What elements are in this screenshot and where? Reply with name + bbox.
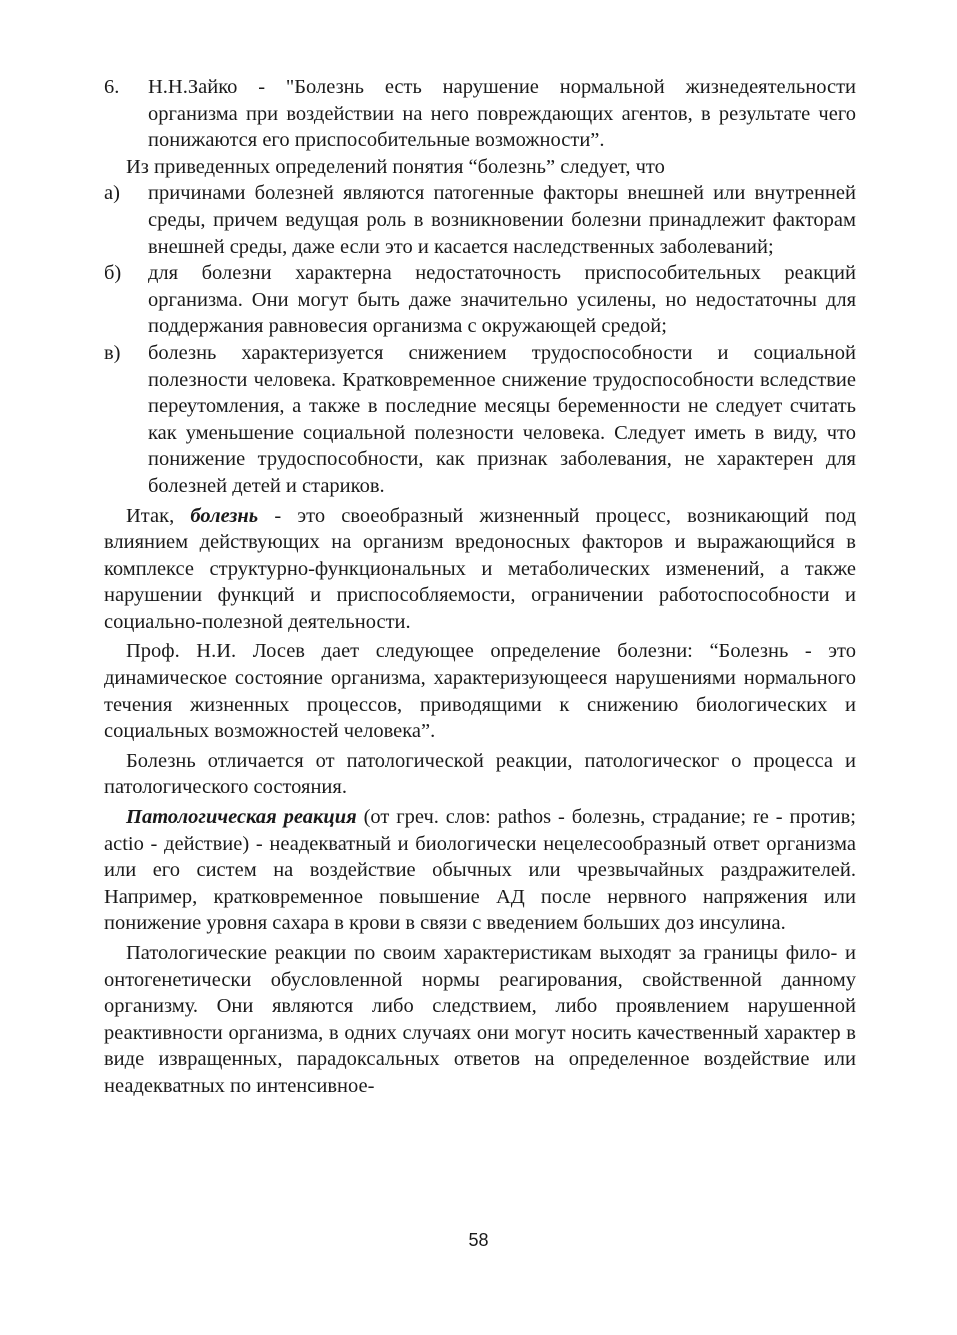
conclusion-item-b	[104, 260, 856, 340]
item-marker: а)	[104, 182, 120, 205]
term-disease: болезнь	[190, 504, 259, 527]
disease-definition-paragraph	[104, 503, 856, 636]
page-number: 58	[468, 1230, 489, 1250]
page-body	[104, 74, 856, 1100]
item-text: причинами болезней являются патогенные факторы внешней или внутренней среды, причем ведущая роль в возникновении болезни принадлежит факторам внешней среды, даже если это и касается наследственных заболеваний;	[148, 182, 856, 258]
text-segment: (от греч. слов: pathos - болезнь, страдание; re - против; actio - действие) - неадекватный и биологически нецелесообразный ответ организма или его систем на воздействие обычных или чрезвычайных раздражителей. Например, кратковременное повышение АД после нервного напряжения или понижение уровня сахара в крови в связи с введением больших доз инсулина.	[104, 806, 856, 935]
text-segment: Итак,	[126, 504, 191, 527]
pathological-reaction-paragraph	[104, 804, 856, 937]
conclusion-item-a	[104, 180, 856, 260]
losev-definition-paragraph: Проф. Н.И. Лосев дает следующее определение болезни: “Болезнь - это динамическое состояние организма, характеризующееся нарушениями нормального течения жизненных процессов, приводящими к снижению биологических и социальных возможностей человека”.	[104, 640, 856, 743]
differs-paragraph: Болезнь отличается от патологической реакции, патологическог о процесса и патологического состояния.	[104, 749, 856, 799]
reactions-characteristics-paragraph: Патологические реакции по своим характеристикам выходят за границы фило- и онтогенетически обусловленной нормы реагирования, свойственной данному организму. Они являются либо следствием, либо проявлением нарушенной реактивности организма, в одних случаях они могут носить качественный характер в виде извращенных, парадоксальных ответов на определенное воздействие или неадекватных по интенсивное-	[104, 942, 856, 1097]
conclusion-item-v	[104, 340, 856, 500]
item-marker: в)	[104, 341, 121, 364]
term-pathological-reaction: Патологическая реакция	[126, 806, 357, 829]
item-marker: б)	[104, 262, 122, 285]
text-segment: - это своеобразный жизненный процесс, возникающий под влиянием действующих на организм вредоносных факторов и выражающийся в комплексе структурно-функциональных и метаболических изменений, а также нарушении функций и приспособляемости, ограничении работоспособности и социально-полезной деятельности.	[104, 504, 857, 633]
item-text: для болезни характерна недостаточность приспособительных реакций организма. Они могут быть даже значительно усилены, но недостаточны для поддержания равновесия организма с окружающей средой;	[148, 262, 856, 338]
item-text: Н.Н.Зайко - "Болезнь есть нарушение нормальной жизнедеятельности организма при воздействии на него повреждающих агентов, в результате чего понижаются его приспособительные возможности”.	[148, 76, 856, 152]
item-number: 6.	[104, 76, 120, 98]
item-text: болезнь характеризуется снижением трудоспособности и социальной полезности человека. Кратковременное снижение трудоспособности вследствие переутомления, а также в последние месяцы беременности не следует считать как уменьшение социальной полезности человека. Следует иметь в виду, что понижение трудоспособности, как признак заболевания, не характерен для болезней детей и стариков.	[148, 341, 856, 497]
definition-item-6	[104, 74, 856, 154]
intro-paragraph: Из приведенных определений понятия “болезнь” следует, что	[126, 155, 665, 178]
